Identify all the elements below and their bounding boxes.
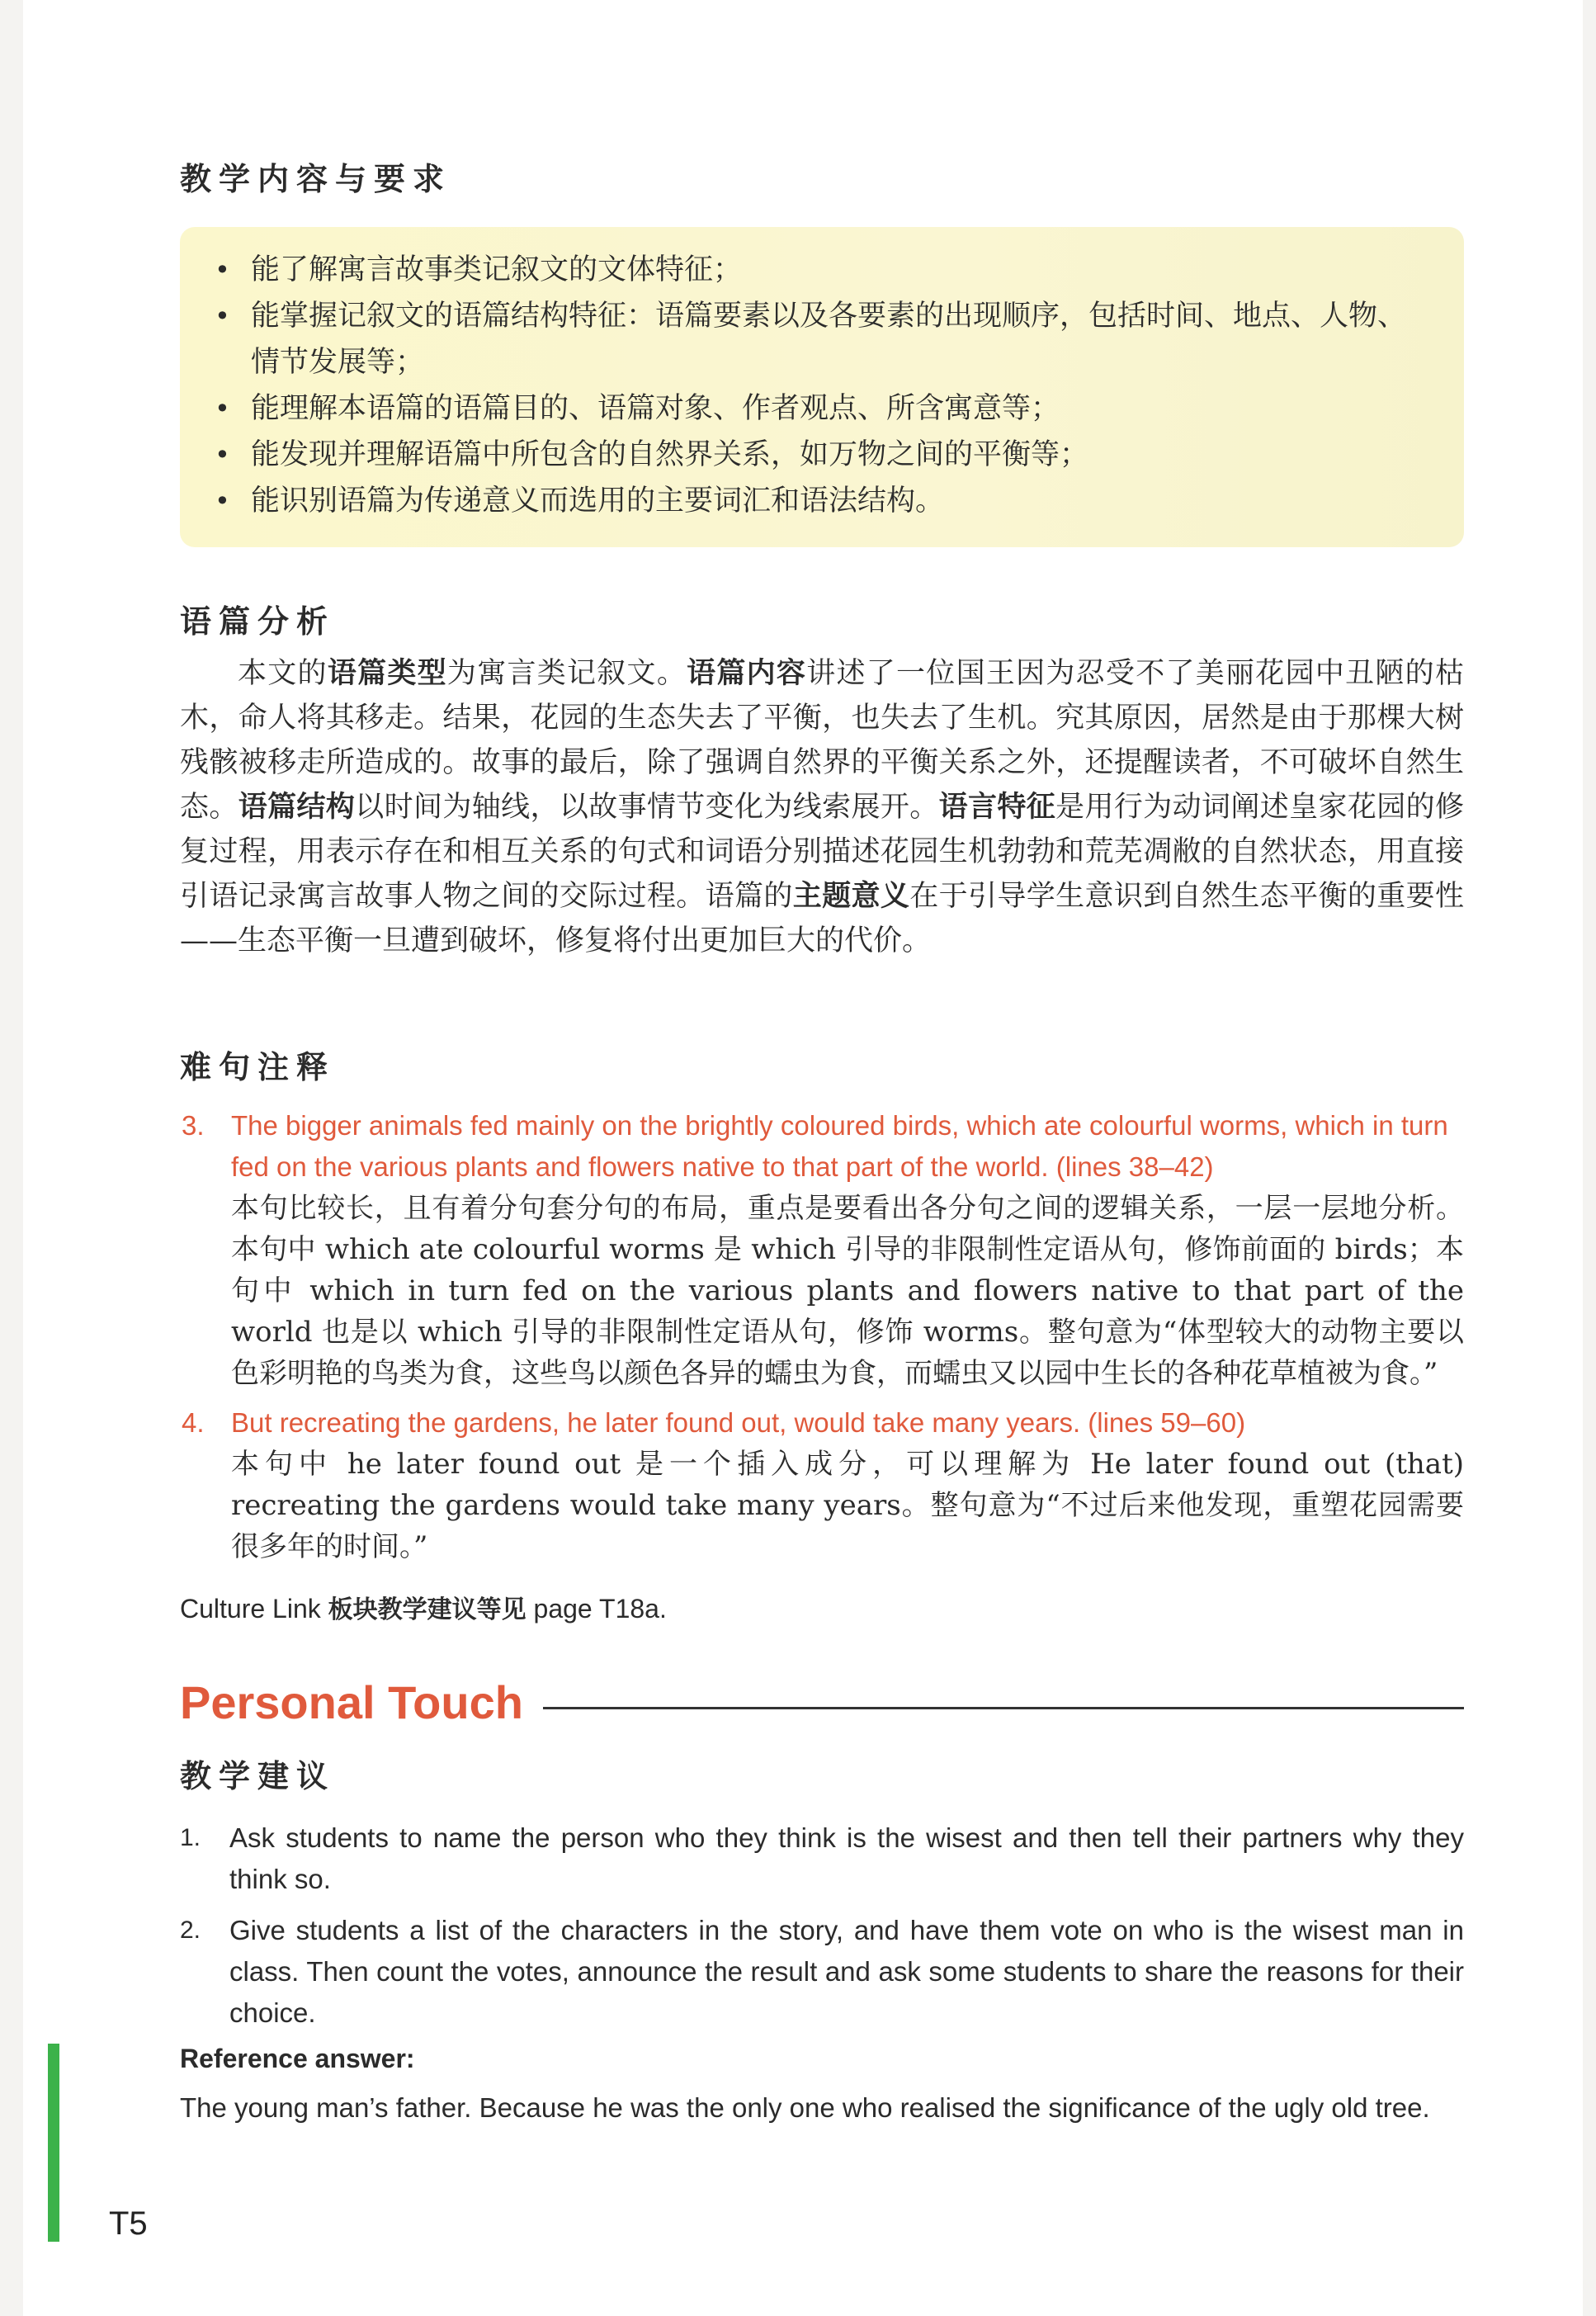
goals-list <box>208 247 1431 524</box>
sentence-note <box>180 1105 1464 1394</box>
text-run: 本文的 <box>238 657 328 690</box>
bold-term: 板块教学建议等见 <box>328 1595 526 1624</box>
section-heading: 难句注释 <box>180 1049 336 1085</box>
item-number: 1. <box>180 1824 201 1851</box>
analysis-paragraph <box>180 651 1464 963</box>
text-run: 是用行为动词阐述皇家花园的修复过程，用表示存在和相互关系的句式和词语分别描述花园生机勃勃和荒芜凋敝的自然状态，用直接引语记录寓言故事人物之间的交际过程。语篇的 <box>180 791 1464 913</box>
side-accent-bar <box>48 2044 59 2242</box>
page-number: T5 <box>109 2205 148 2242</box>
note-explanation: 本句比较长，且有着分句套分句的布局，重点是要看出各分句之间的逻辑关系，一层一层地分析。本句中 which ate colourful worms 是 which 引导的非限制性定语从句，修饰前面的 birds；本句中 which in turn fed on the various plants and flowers native to that part of the world 也是以 which 引导的非限制性定语从句，修饰 worms。整句意为“体型较大的动物主要以色彩明艳的鸟类为食，这些鸟以颜色各异的蠕虫为食，而蠕虫又以园中生长的各种花草植被为食。” <box>231 1192 1464 1390</box>
section-heading: 语篇分析 <box>180 603 336 640</box>
text-run: 以时间为轴线，以故事情节变化为线索展开。 <box>355 791 939 824</box>
goals-box <box>180 227 1464 547</box>
section-difficult-sentences <box>180 1042 1464 1625</box>
note-number: 4. <box>182 1407 205 1438</box>
note-sentence: But recreating the gardens, he later found out, would take many years. (lines 59–60) <box>231 1407 1246 1438</box>
goal-item: • 能了解寓言故事类记叙文的文体特征； <box>208 247 1431 293</box>
text-run: Culture Link <box>180 1594 328 1624</box>
reference-answer: The young man’s father. Because he was the only one who realised the significance of the ugly old tree. <box>180 2092 1430 2123</box>
text-run: 讲述了一位国王因为忍受不了美丽花园中丑陋的枯木，命人将其移走。结果，花园的生态失去了平衡，也失去了生机。究其原因，居然是由于那棵大树残骸被移走所造成的。故事的最后，除了强调自然界的平衡关系之外，还提醒读者，不可破坏自然生态。 <box>180 657 1464 824</box>
bold-term: 语篇结构 <box>238 790 356 824</box>
sentence-note <box>180 1402 1464 1567</box>
goal-item: • 能理解本语篇的语篇目的、语篇对象、作者观点、所含寓意等； <box>208 385 1431 432</box>
section-text-analysis <box>180 596 1464 963</box>
section-heading: 教学内容与要求 <box>180 161 452 197</box>
title-rule <box>543 1707 1464 1709</box>
goal-item: • 能发现并理解语篇中所包含的自然界关系，如万物之间的平衡等； <box>208 432 1431 478</box>
goal-item: • 能识别语篇为传递意义而选用的主要词汇和语法结构。 <box>208 478 1431 524</box>
item-number: 2. <box>180 1917 201 1944</box>
culture-link-note <box>180 1589 1464 1625</box>
item-text: Give students a list of the characters in the story, and have them vote on who is the wisest man in class. Then count the votes, announce the result and ask some students to share the reasons for their choice. <box>229 1915 1464 2028</box>
reference-label: Reference answer: <box>180 2044 415 2073</box>
note-explanation: 本句中 he later found out 是一个插入成分，可以理解为 He later found out (that) recreating the gardens would take many years。整句意为“不过后来他发现，重塑花园需要很多年的时间。” <box>231 1448 1464 1563</box>
text-run: 为寓言类记叙文。 <box>446 657 687 690</box>
text-run: page T18a. <box>526 1594 667 1624</box>
suggestion-list <box>180 1817 1464 2034</box>
section-teaching-goals <box>180 154 1464 547</box>
bold-term: 语篇类型 <box>327 656 447 690</box>
suggestion-item <box>180 1910 1464 2034</box>
section-heading: 教学建议 <box>180 1758 336 1794</box>
section-title: Personal Touch <box>180 1676 523 1728</box>
section-personal-touch <box>180 1676 1464 2129</box>
section-title-row <box>180 1676 1464 1729</box>
note-number: 3. <box>182 1110 205 1141</box>
page <box>23 0 1583 2316</box>
suggestion-item <box>180 1817 1464 1900</box>
bold-term: 主题意义 <box>792 879 910 913</box>
bold-term: 语言特征 <box>938 790 1056 824</box>
goal-item: • 能掌握记叙文的语篇结构特征：语篇要素以及各要素的出现顺序，包括时间、地点、人物、情节发展等； <box>208 293 1431 385</box>
item-text: Ask students to name the person who they think is the wisest and then tell their partners why they think so. <box>229 1822 1464 1894</box>
note-sentence: The bigger animals fed mainly on the brightly coloured birds, which ate colourful worms, which in turn fed on the various plants and flowers native to that part of the world. (lines 38–42) <box>231 1110 1448 1182</box>
bold-term: 语篇内容 <box>687 656 807 690</box>
text-run: 在于引导学生意识到自然生态平衡的重要性——生态平衡一旦遭到破坏，修复将付出更加巨大的代价。 <box>180 880 1464 957</box>
